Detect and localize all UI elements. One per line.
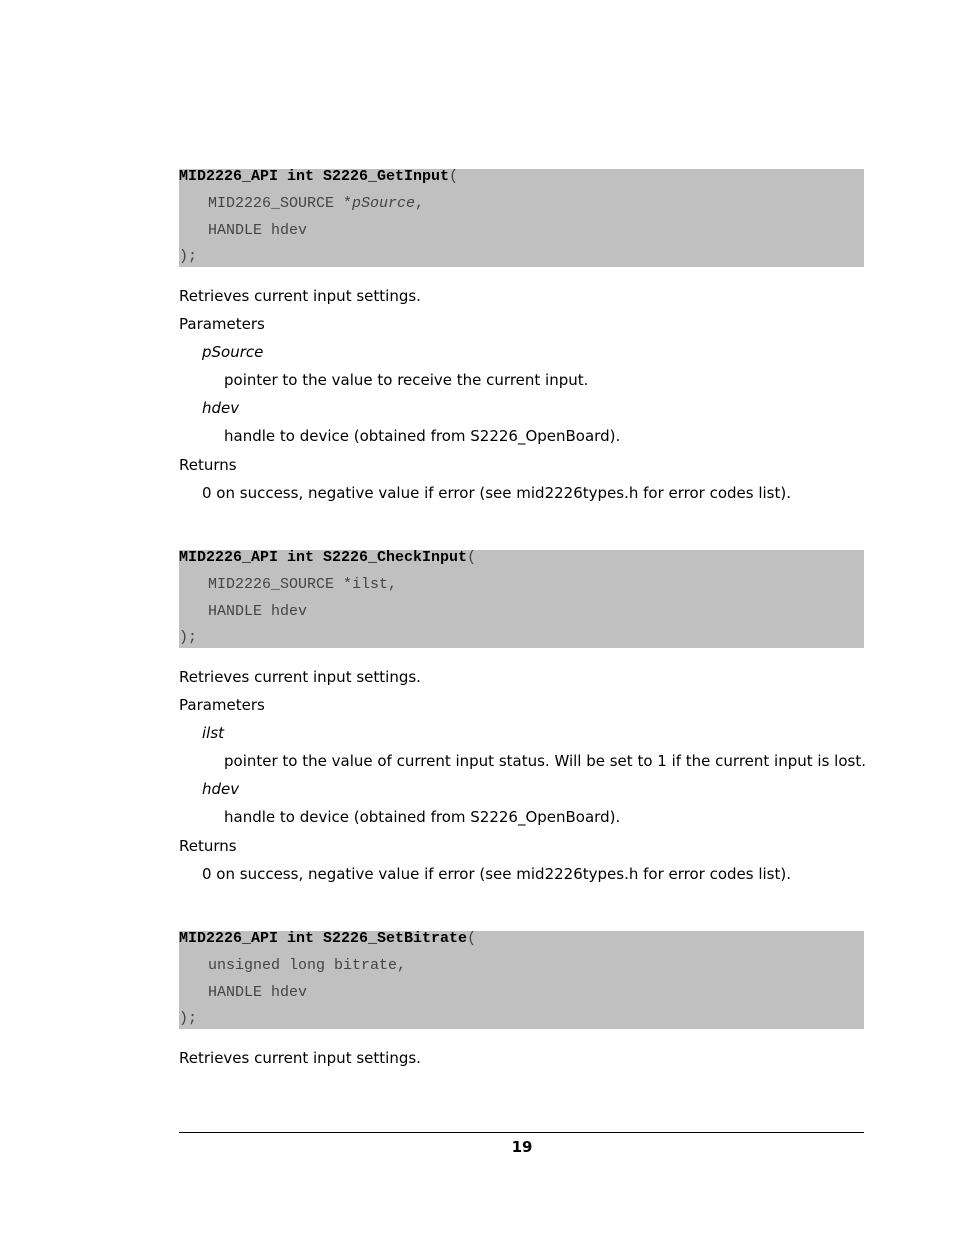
function-name: S2226_SetBitrate [323, 930, 468, 947]
parameters-heading: Parameters [179, 696, 265, 714]
param-description: pointer to the value of current input status. Will be set to 1 if the current input is lost. [224, 752, 866, 770]
param-description: handle to device (obtained from S2226_OpenBoard). [224, 808, 621, 826]
function-name: S2226_GetInput [323, 168, 450, 185]
param-description: handle to device (obtained from S2226_OpenBoard). [224, 427, 621, 445]
function-signature: MID2226_API int S2226_GetInput( [179, 168, 459, 185]
code-close: ); [179, 629, 198, 646]
returns-heading: Returns [179, 837, 237, 855]
param-name: hdev [202, 780, 240, 798]
param-description: pointer to the value to receive the current input. [224, 371, 589, 389]
code-param: HANDLE hdev [208, 222, 308, 239]
code-close: ); [179, 248, 198, 265]
footer-divider [179, 1132, 864, 1133]
function-description: Retrieves current input settings. [179, 287, 421, 305]
returns-heading: Returns [179, 456, 237, 474]
code-param: MID2226_SOURCE *pSource, [208, 195, 425, 212]
code-close: ); [179, 1010, 198, 1027]
code-param: unsigned long bitrate, [208, 957, 407, 974]
code-block-checkinput [179, 550, 864, 648]
param-name: hdev [202, 399, 240, 417]
code-param: HANDLE hdev [208, 984, 308, 1001]
returns-description: 0 on success, negative value if error (see mid2226types.h for error codes list). [202, 865, 791, 883]
code-block-setbitrate [179, 931, 864, 1029]
function-description: Retrieves current input settings. [179, 668, 421, 686]
parameters-heading: Parameters [179, 315, 265, 333]
code-block-getinput [179, 169, 864, 267]
param-name: pSource [202, 343, 264, 361]
code-param: HANDLE hdev [208, 603, 308, 620]
function-description: Retrieves current input settings. [179, 1049, 421, 1067]
returns-description: 0 on success, negative value if error (see mid2226types.h for error codes list). [202, 484, 791, 502]
param-name: ilst [202, 724, 225, 742]
function-signature: MID2226_API int S2226_SetBitrate( [179, 930, 477, 947]
page-number: 19 [511, 1138, 533, 1156]
function-name: S2226_CheckInput [323, 549, 468, 566]
code-param: MID2226_SOURCE *ilst, [208, 576, 398, 593]
function-signature: MID2226_API int S2226_CheckInput( [179, 549, 477, 566]
